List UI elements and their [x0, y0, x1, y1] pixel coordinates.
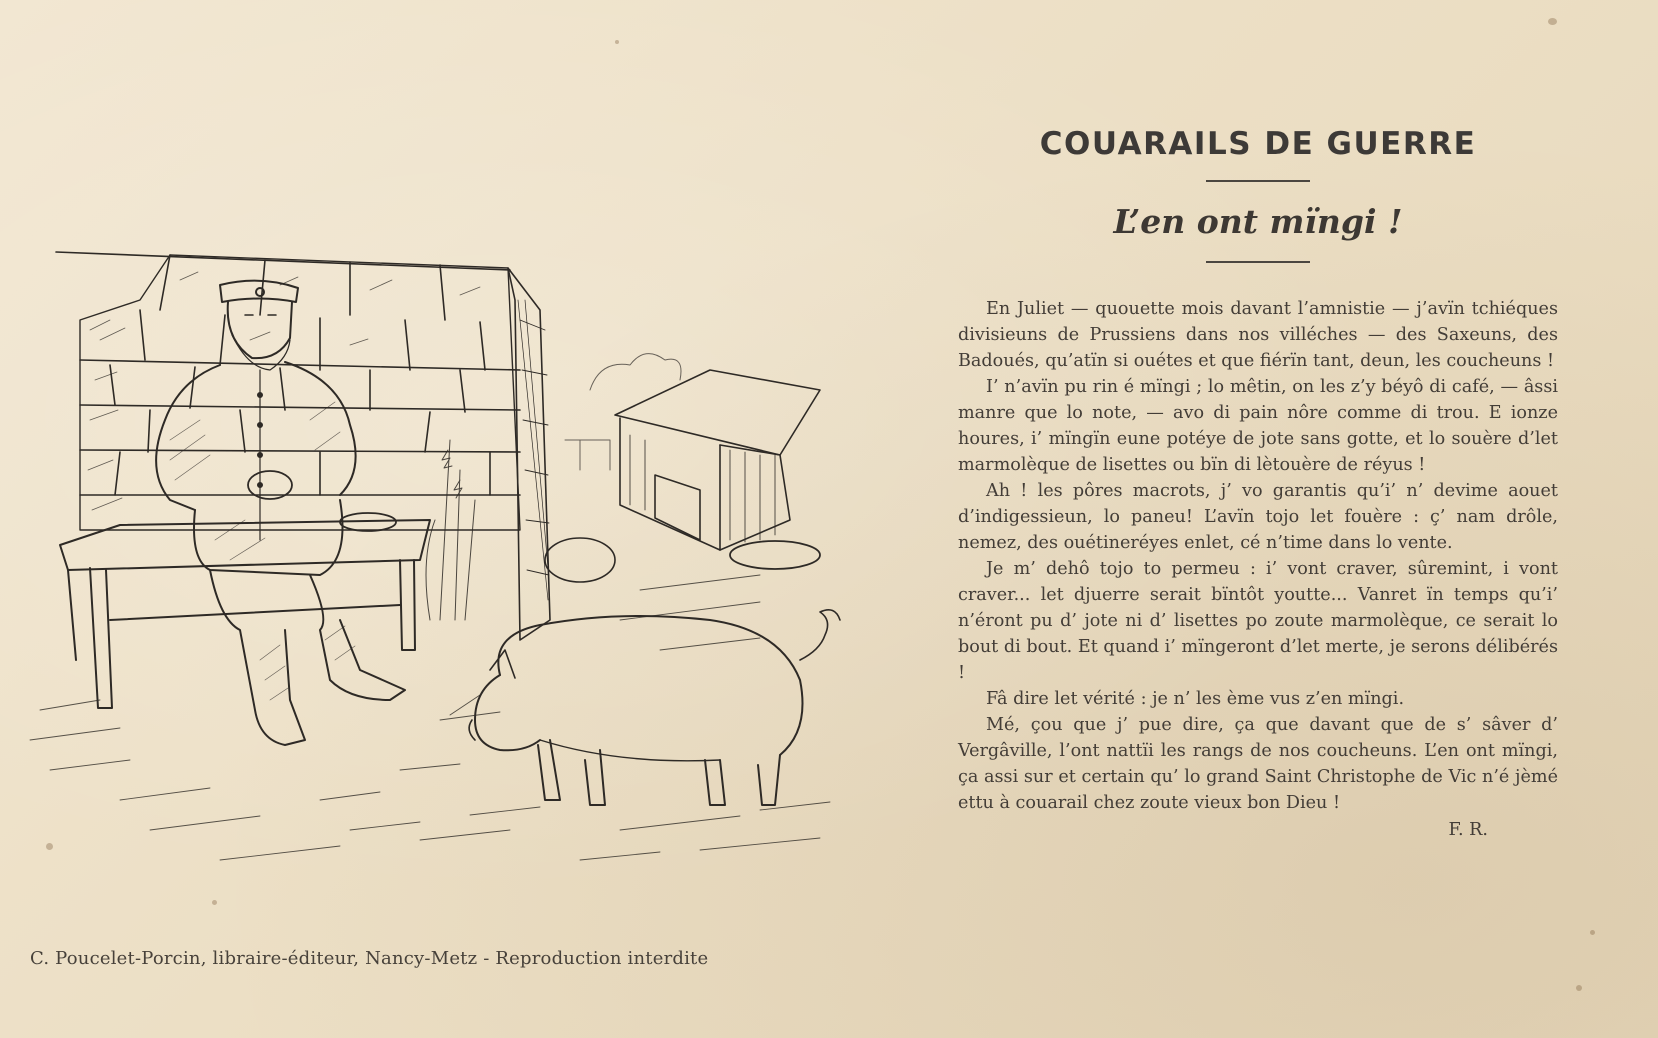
paragraph: Je m’ dehô tojo to permeu : i’ vont craver, sûremint, i vont craver... let djuerre serait bïntôt youtte... Vanret ïn temps qu’i’ n’éront pu d’ jote ni d’ lisettes po zoute marmolèque, ce serait lo bout di bout. Et quand i’ mïngeront d’let merte, je serons délibérés ! — [958, 559, 1558, 683]
page-title: COUARAILS DE GUERRE — [1039, 126, 1477, 162]
bench — [60, 520, 430, 708]
pig — [469, 610, 840, 805]
signature: F. R. — [1448, 820, 1488, 840]
paragraph: Mé, çou que j’ pue dire, ça que davant que de s’ sâver d’ Vergâville, l’ont nattïi les rangs de nos coucheuns. L’en ont mïngi, ça assi sur et certain qu’ lo grand Saint Christophe de Vic n’é jèmé ettu à couarail chez zoute vieux bon Dieu ! — [958, 715, 1558, 813]
paragraph: Ah ! les pôres macrots, j’ vo garantis qu’i’ n’ devime aouet d’indigessieun, lo paneu! L’avïn tojo let fouère : ç’ nam drôle, nemez, des ouétineréyes enlet, cé n’time dans lo vente. — [958, 481, 1558, 553]
stone-wall — [56, 252, 520, 530]
doghouse — [615, 370, 820, 550]
paragraph: I’ n’avïn pu rin é mïngi ; lo mêtin, on les z’y béyô di café, — âssi manre que lo note, — avo di pain nôre comme di trou. E ionze houres, i’ mïngïn eune potéye de jote sans gotte, et lo souère d’let marmolèque de lisettes ou bïn di lètouère de réyus ! — [958, 377, 1558, 475]
stone-post — [508, 268, 550, 640]
soldier — [156, 281, 405, 745]
ink-illustration — [20, 240, 880, 895]
poem-subtitle: L’en ont mïngi ! — [1113, 202, 1403, 241]
paragraph: Fâ dire let vérité : je n’ les ème vus z’en mïngi. — [986, 689, 1405, 709]
title-divider — [1206, 180, 1310, 182]
subtitle-divider — [1206, 261, 1310, 263]
publisher-line: C. Poucelet-Porcin, libraire-éditeur, Nancy-Metz - Reproduction interdite — [30, 948, 709, 969]
text-column — [958, 120, 1558, 840]
poem-body — [958, 296, 1558, 816]
bowl — [730, 541, 820, 569]
paragraph: En Juliet — quouette mois davant l’amnistie — j’avïn tchiéques divisieuns de Prussiens dans nos villéches — des Saxeuns, des Badoués, qu’atïn si ouétes et que fiérïn tant, deun, les coucheuns ! — [958, 299, 1558, 371]
